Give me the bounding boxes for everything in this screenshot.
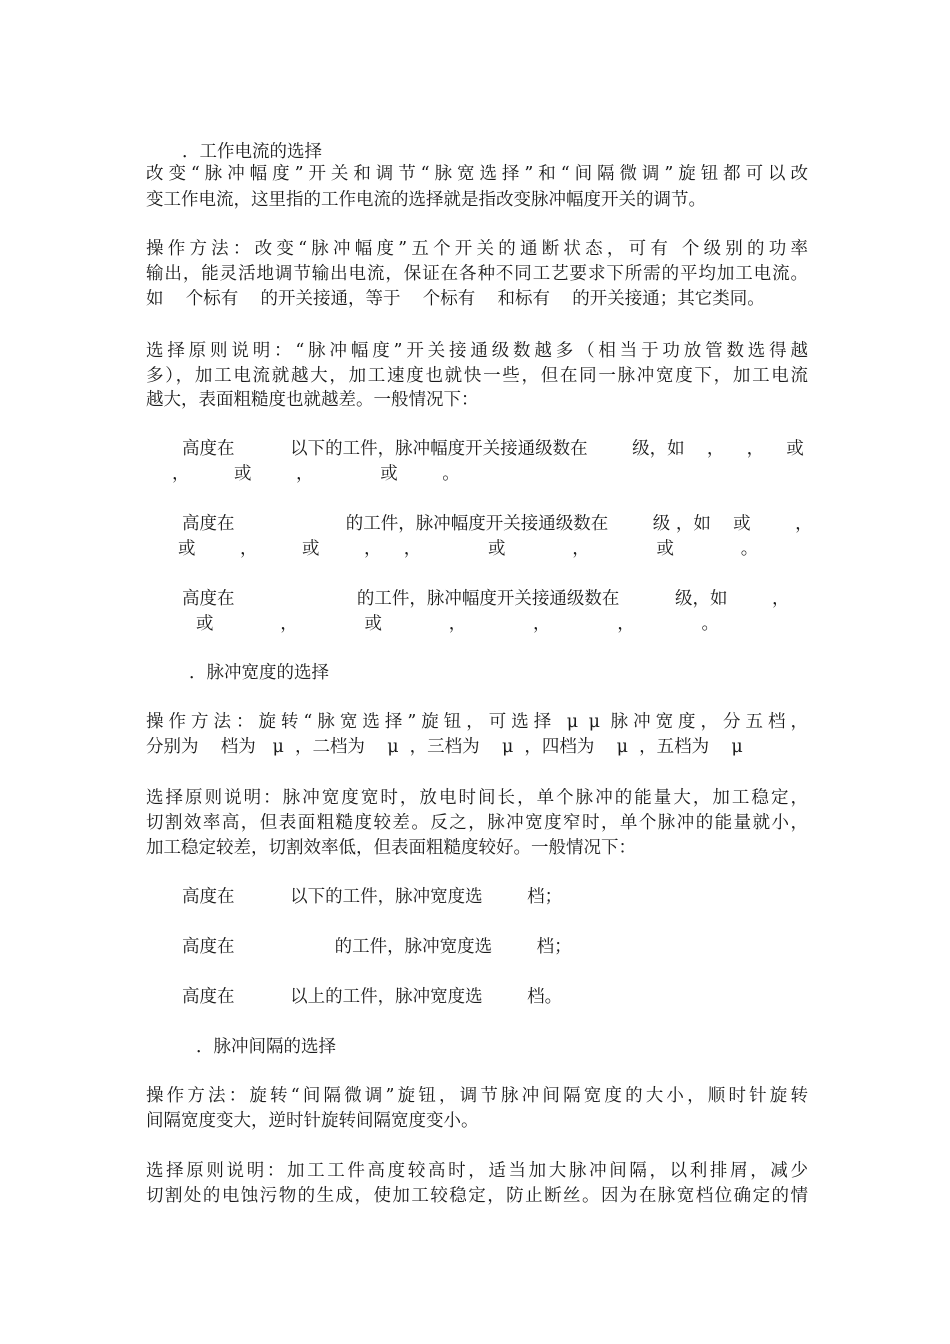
paragraph-line: 选择原则说明：脉冲宽度宽时，放电时间长，单个脉冲的能量大，加工稳定， [146,788,808,808]
paragraph-line: 越大，表面粗糙度也就越差。一般情况下： [146,390,479,410]
paragraph-line: 操作方法：旋转“脉宽选择”旋钮，可选择 μ μ 脉冲宽度，分五档， [146,712,808,732]
paragraph-line: 切割效率高，但表面粗糙度较差。反之，脉冲宽度窄时，单个脉冲的能量就小， [146,813,808,833]
paragraph-line: 多），加工电流就越大，加工速度也就快一些，但在同一脉冲宽度下，加工电流 [146,366,808,386]
case-line: 高度在 以下的工件，脉冲幅度开关接通级数在 级，如 ， ， 或 [182,439,804,459]
paragraph-line: 选择原则说明：“脉冲幅度”开关接通级数越多（相当于功放管数选得越 [146,341,808,361]
paragraph-line: 如 个标有 的开关接通，等于 个标有 和标有 的开关接通；其它类同。 [146,289,765,309]
paragraph-line: 切割处的电蚀污物的生成，使加工较稳定，防止断丝。因为在脉宽档位确定的情 [146,1186,808,1206]
case-line: 或 ， 或 ， ， 或 ， 或 。 [178,539,759,559]
paragraph-line: 加工稳定较差，切割效率低，但表面粗糙度较好。一般情况下： [146,838,636,858]
paragraph-line: 输出，能灵活地调节输出电流，保证在各种不同工艺要求下所需的平均加工电流。 [146,264,808,284]
paragraph-line: 变工作电流，这里指的工作电流的选择就是指改变脉冲幅度开关的调节。 [146,190,706,210]
paragraph-line: 操作方法：旋转“间隔微调”旋钮，调节脉冲间隔宽度的大小，顺时针旋转 [146,1086,808,1106]
paragraph-line: 选择原则说明：加工工件高度较高时，适当加大脉冲间隔，以利排屑，减少 [146,1161,808,1181]
case-line: 高度在 以上的工件，脉冲宽度选 档。 [182,987,563,1007]
case-line: 或 ， 或 ， ， ， 。 [196,614,720,634]
case-line: 高度在 的工件，脉冲宽度选 档； [182,937,572,957]
case-line: 高度在 的工件，脉冲幅度开关接通级数在 级 ，如 或 ， [182,514,813,534]
case-line: ， 或 ， 或 。 [172,464,460,484]
section-heading-pulse-width: ．脉冲宽度的选择 [189,663,329,683]
paragraph-line: 改变“脉冲幅度”开关和调节“脉宽选择”和“间隔微调”旋钮都可以改 [146,164,808,184]
case-line: 高度在 的工件，脉冲幅度开关接通级数在 级，如 ， [182,589,790,609]
paragraph-line: 间隔宽度变大，逆时针旋转间隔宽度变小。 [146,1111,479,1131]
case-line: 高度在 以下的工件，脉冲宽度选 档； [182,887,563,907]
section-heading-pulse-interval: ．脉冲间隔的选择 [196,1037,336,1057]
paragraph-line: 操作方法：改变“脉冲幅度”五个开关的通断状态，可有 个级别的功率 [146,239,808,259]
paragraph-line: 分别为 档为 μ ，二档为 μ ，三档为 μ ，四档为 μ ，五档为 μ [146,737,743,757]
section-heading-current: ．工作电流的选择 [182,142,322,162]
